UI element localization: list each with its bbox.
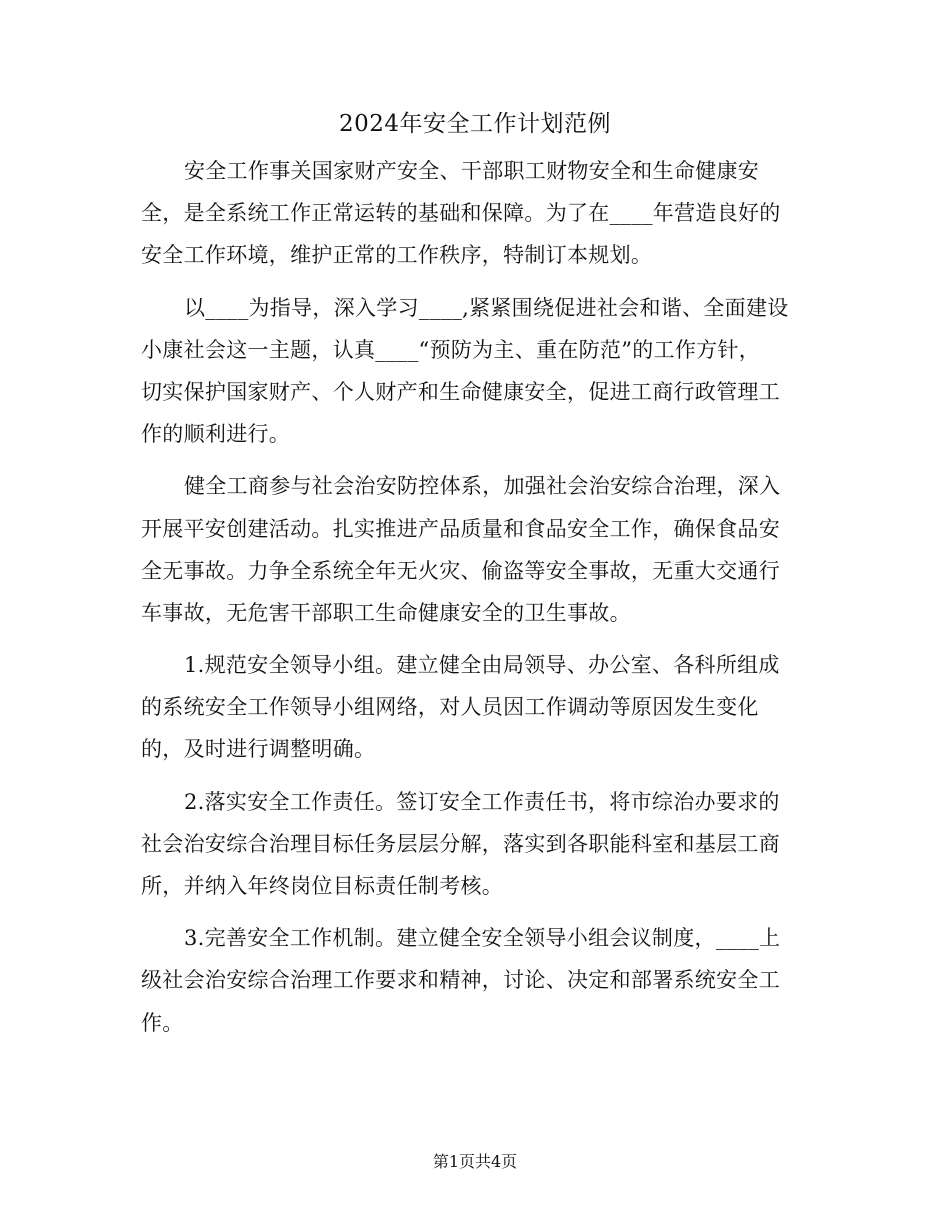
paragraph-line: 的，及时进行调整明确。	[141, 737, 376, 762]
paragraph-line: 全，是全系统工作正常运转的基础和保障。为了在____年营造良好的	[141, 201, 781, 226]
paragraph-item-2	[141, 781, 811, 908]
paragraph-line: 开展平安创建活动。扎实推进产品质量和食品安全工作，确保食品安	[141, 516, 780, 541]
paragraph-line: 社会治安综合治理目标任务层层分解，落实到各职能科室和基层工商	[141, 831, 780, 856]
paragraph-item-3	[141, 917, 811, 1044]
paragraph-line: 安全工作环境，维护正常的工作秩序，特制订本规划。	[141, 243, 653, 268]
paragraph-line: 车事故，无危害干部职工生命健康安全的卫生事故。	[141, 600, 631, 625]
paragraph-line: 小康社会这一主题，认真____“预防为主、重在防范”的工作方针，	[141, 337, 761, 362]
paragraph-line: 健全工商参与社会治安防控体系，加强社会治安综合治理，深入	[184, 474, 781, 499]
paragraph-line: 级社会治安综合治理工作要求和精神，讨论、决定和部署系统安全工	[141, 968, 780, 993]
paragraph-line: 全无事故。力争全系统全年无火灾、偷盗等安全事故，无重大交通行	[141, 558, 780, 583]
paragraph-line: 2.落实安全工作责任。签订安全工作责任书，将市综治办要求的	[184, 789, 780, 814]
paragraph-line: 安全工作事关国家财产安全、干部职工财物安全和生命健康安	[184, 159, 760, 183]
document-body	[141, 150, 811, 1054]
paragraph-line: 所，并纳入年终岗位目标责任制考核。	[141, 874, 504, 898]
paragraph-line: 的系统安全工作领导小组网络，对人员因工作调动等原因发生变化	[141, 695, 759, 720]
paragraph-line: 3.完善安全工作机制。建立健全安全领导小组会议制度，____上	[184, 926, 781, 951]
paragraph-item-1	[141, 644, 811, 771]
paragraph-line: 1.规范安全领导小组。建立健全由局领导、办公室、各科所组成	[184, 653, 780, 678]
paragraph-line: 切实保护国家财产、个人财产和生命健康安全，促进工商行政管理工	[141, 379, 780, 404]
paragraph-goals	[141, 465, 811, 634]
paragraph-line: 作的顺利进行。	[141, 422, 291, 447]
paragraph-intro	[141, 150, 811, 277]
page-number: 第1页共4页	[432, 1152, 518, 1171]
document-title: 2024年安全工作计划范例	[338, 111, 612, 137]
paragraph-line: 作。	[141, 1010, 184, 1035]
paragraph-line: 以____为指导，深入学习____,紧紧围绕促进社会和谐、全面建设	[184, 295, 789, 320]
paragraph-guidance	[141, 287, 811, 456]
